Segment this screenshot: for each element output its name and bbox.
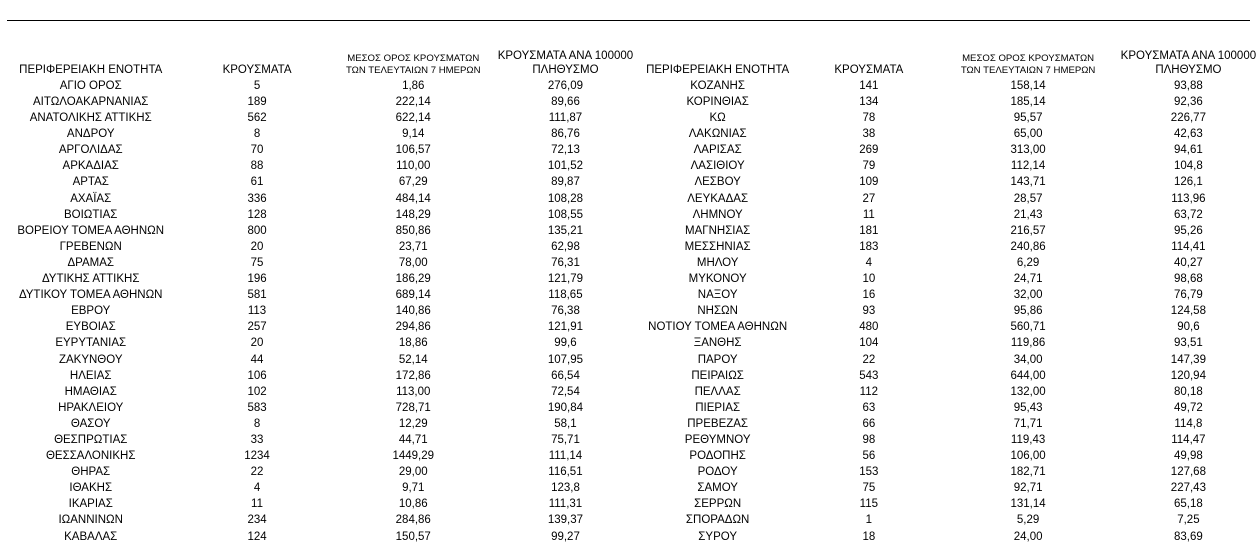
left-per100k-cell: 135,21 [547,224,584,237]
table-row [0,94,1260,110]
table-row [0,480,1260,496]
header-region-left: ΠΕΡΙΦΕΡΕΙΑΚΗ ΕΝΟΤΗΤΑ [19,64,163,76]
right-region-cell: ΠΕΙΡΑΙΩΣ [691,369,744,382]
right-region-cell: ΣΕΡΡΩΝ [694,498,742,511]
left-avg7-cell: 23,71 [398,240,428,253]
right-region-cell: ΛΑΚΩΝΙΑΣ [688,128,747,141]
right-region-cell: ΠΡΕΒΕΖΑΣ [687,417,749,430]
right-per100k-cell: 114,41 [1171,240,1206,253]
right-cases-cell: 93 [862,305,876,318]
left-region-cell: ΑΓΙΟ ΟΡΟΣ [59,80,122,92]
left-per100k-cell: 190,84 [547,401,584,414]
table-row [0,303,1260,319]
right-per100k-cell: 65,18 [1174,498,1203,511]
right-region-cell: ΚΟΡΙΝΘΙΑΣ [686,96,749,108]
right-region-cell: ΞΑΝΘΗΣ [693,337,742,350]
right-region-cell: ΚΟΖΑΝΗΣ [690,80,745,92]
right-per100k-cell: 120,94 [1170,369,1206,382]
table-row [0,319,1260,335]
left-cases-cell: 189 [247,96,267,108]
table-row [0,255,1260,271]
cases-table [0,49,1260,545]
right-region-cell: ΣΠΟΡΑΔΩΝ [685,514,750,527]
table-row [0,384,1260,400]
right-avg7-cell: 5,29 [1016,514,1040,527]
left-per100k-cell: 139,37 [547,514,584,527]
table-row [0,335,1260,351]
header-cases-left: ΚΡΟΥΣΜΑΤΑ [222,64,292,76]
table-row [0,158,1260,174]
right-avg7-cell: 313,00 [1010,144,1046,157]
left-cases-cell: 1234 [244,450,270,463]
left-per100k-cell: 76,38 [551,305,580,318]
right-cases-cell: 269 [859,144,879,157]
left-per100k-cell: 121,79 [547,273,584,286]
left-per100k-cell: 89,66 [551,96,580,108]
table-row [0,464,1260,480]
right-per100k-cell: 7,25 [1177,514,1200,527]
left-cases-cell: 70 [250,144,264,157]
right-per100k-cell: 83,69 [1174,530,1203,543]
right-avg7-cell: 131,14 [1010,498,1046,511]
left-region-cell: ΙΚΑΡΙΑΣ [68,498,113,511]
header-per100k-right-line2: ΠΛΗΘΥΣΜΟ [1155,64,1222,76]
left-per100k-cell: 72,54 [551,385,580,398]
left-region-cell: ΘΕΣΠΡΩΤΙΑΣ [54,433,128,446]
header-per100k-left [494,49,637,79]
left-avg7-cell: 148,29 [395,208,431,221]
left-region-cell: ΓΡΕΒΕΝΩΝ [59,240,122,253]
left-cases-cell: 128 [247,208,267,221]
right-per100k-cell: 93,51 [1174,337,1203,350]
right-cases-cell: 134 [859,96,879,108]
left-per100k-cell: 66,54 [551,369,580,382]
left-cases-cell: 124 [247,530,267,543]
right-region-cell: ΜΕΣΣΗΝΙΑΣ [684,240,751,253]
left-avg7-cell: 52,14 [398,353,428,366]
table-row [0,142,1260,158]
right-cases-cell: 153 [859,466,879,479]
left-cases-cell: 11 [251,498,263,511]
left-avg7-cell: 484,14 [395,192,431,205]
left-region-cell: ΗΛΕΙΑΣ [69,369,112,382]
right-avg7-cell: 34,00 [1013,353,1043,366]
right-avg7-cell: 65,00 [1013,128,1043,141]
right-avg7-cell: 216,57 [1010,224,1046,237]
header-avg-right [939,49,1116,79]
table-row [0,368,1260,384]
left-per100k-cell: 99,27 [551,530,580,543]
left-avg7-cell: 29,00 [398,466,428,479]
left-avg7-cell: 9,71 [402,482,425,495]
left-region-cell: ΕΥΒΟΙΑΣ [65,321,116,334]
left-avg7-cell: 689,14 [395,289,431,302]
left-region-cell: ΑΡΓΟΛΙΔΑΣ [58,144,123,157]
right-avg7-cell: 6,29 [1016,256,1040,269]
table-row [0,496,1260,512]
right-avg7-cell: 560,71 [1010,321,1046,334]
right-per100k-cell: 95,26 [1174,224,1203,237]
right-cases-cell: 1 [865,514,873,527]
header-per100k-left-line2: ΠΛΗΘΥΣΜΟ [532,64,599,76]
right-per100k-cell: 94,61 [1174,144,1203,157]
right-cases-cell: 22 [862,353,876,366]
left-avg7-cell: 222,14 [395,96,431,108]
right-avg7-cell: 143,71 [1010,176,1046,189]
left-region-cell: ΕΥΡΥΤΑΝΙΑΣ [55,337,127,350]
right-region-cell: ΝΗΣΩΝ [697,305,738,318]
left-cases-cell: 800 [247,224,267,237]
left-avg7-cell: 110,00 [396,160,431,173]
right-cases-cell: 27 [862,192,876,205]
right-region-cell: ΛΗΜΝΟΥ [692,208,743,221]
header-avg-right-line1: ΜΕΣΟΣ ΟΡΟΣ ΚΡΟΥΣΜΑΤΩΝ [962,53,1095,64]
left-region-cell: ΘΑΣΟΥ [70,417,111,430]
left-region-cell: ΗΡΑΚΛΕΙΟΥ [58,401,124,414]
left-region-cell: ΑΡΤΑΣ [72,176,109,189]
right-per100k-cell: 90,6 [1177,321,1200,334]
left-cases-cell: 234 [247,514,267,527]
left-region-cell: ΔΥΤΙΚΟΥ ΤΟΜΕΑ ΑΘΗΝΩΝ [18,289,163,302]
left-region-cell: ΒΟΡΕΙΟΥ ΤΟΜΕΑ ΑΘΗΝΩΝ [17,224,165,237]
right-region-cell: ΡΟΔΟΠΗΣ [689,450,746,463]
right-per100k-cell: 80,18 [1174,385,1203,398]
right-cases-cell: 141 [859,80,879,92]
right-avg7-cell: 24,00 [1013,530,1043,543]
right-per100k-cell: 42,63 [1174,128,1203,141]
left-per100k-cell: 75,71 [551,433,580,446]
right-cases-cell: 109 [859,176,879,189]
table-row [0,207,1260,223]
left-cases-cell: 20 [250,337,264,350]
left-per100k-cell: 118,65 [548,289,583,302]
right-cases-cell: 10 [862,273,876,286]
header-row [0,49,1260,79]
right-per100k-cell: 104,8 [1174,160,1203,173]
right-avg7-cell: 21,43 [1013,208,1043,221]
right-region-cell: ΝΟΤΙΟΥ ΤΟΜΕΑ ΑΘΗΝΩΝ [648,321,788,334]
right-avg7-cell: 132,00 [1010,385,1046,398]
left-per100k-cell: 111,31 [548,498,583,511]
left-per100k-cell: 111,14 [548,450,583,463]
right-per100k-cell: 227,43 [1170,482,1206,495]
right-cases-cell: 480 [859,321,879,334]
table-row [0,239,1260,255]
left-region-cell: ΒΟΙΩΤΙΑΣ [64,208,118,221]
right-avg7-cell: 158,14 [1010,80,1046,92]
right-cases-cell: 112 [859,385,878,398]
table-row [0,191,1260,207]
left-cases-cell: 61 [250,176,264,189]
left-avg7-cell: 622,14 [395,112,431,125]
header-cases-right: ΚΡΟΥΣΜΑΤΑ [834,64,904,76]
right-per100k-cell: 49,98 [1174,450,1203,463]
left-region-cell: ΑΝΔΡΟΥ [66,128,115,141]
table-row [0,400,1260,416]
right-per100k-cell: 92,36 [1174,96,1203,108]
header-avg-left [333,49,494,79]
right-cases-cell: 78 [862,112,876,125]
left-avg7-cell: 284,86 [395,514,431,527]
right-cases-cell: 98 [862,433,876,446]
left-region-cell: ΔΥΤΙΚΗΣ ΑΤΤΙΚΗΣ [41,273,140,286]
right-region-cell: ΜΗΛΟΥ [696,256,739,269]
right-per100k-cell: 63,72 [1174,208,1203,221]
right-cases-cell: 4 [865,256,873,269]
right-avg7-cell: 240,86 [1010,240,1046,253]
table-row [0,223,1260,239]
left-cases-cell: 44 [250,353,264,366]
left-region-cell: ΚΑΒΑΛΑΣ [64,530,118,543]
right-region-cell: ΝΑΞΟΥ [697,289,738,302]
left-region-cell: ΕΒΡΟΥ [71,305,111,318]
right-per100k-cell: 76,79 [1174,289,1203,302]
right-region-cell: ΛΑΣΙΘΙΟΥ [690,160,745,173]
right-avg7-cell: 112,14 [1010,160,1046,173]
left-cases-cell: 8 [253,417,261,430]
right-cases-cell: 181 [859,224,879,237]
left-per100k-cell: 76,31 [551,256,580,269]
left-avg7-cell: 18,86 [398,337,428,350]
left-region-cell: ΔΡΑΜΑΣ [67,256,114,269]
right-avg7-cell: 182,71 [1010,466,1046,479]
left-cases-cell: 102 [247,385,267,398]
right-cases-cell: 18 [862,530,876,543]
left-per100k-cell: 276,09 [547,80,584,92]
left-avg7-cell: 106,57 [395,144,431,157]
left-per100k-cell: 89,87 [551,176,580,189]
right-avg7-cell: 119,43 [1010,433,1046,446]
header-per100k-right-line1: ΚΡΟΥΣΜΑΤΑ ΑΝΑ 100000 [1120,50,1257,62]
right-region-cell: ΠΕΛΛΑΣ [694,385,741,398]
right-per100k-cell: 124,58 [1170,305,1206,318]
table-row [0,529,1260,545]
right-cases-cell: 16 [862,289,876,302]
right-region-cell: ΛΕΣΒΟΥ [694,176,741,189]
left-region-cell: ΑΡΚΑΔΙΑΣ [62,160,119,173]
right-per100k-cell: 93,88 [1174,80,1203,92]
right-per100k-cell: 40,27 [1174,256,1203,269]
table-row [0,174,1260,190]
right-per100k-cell: 226,77 [1170,112,1206,125]
left-region-cell: ΑΧΑΪΑΣ [70,192,112,205]
left-region-cell: ΘΗΡΑΣ [71,466,111,479]
left-cases-cell: 75 [250,256,264,269]
left-cases-cell: 8 [253,128,261,141]
left-per100k-cell: 108,55 [547,208,584,221]
left-avg7-cell: 294,86 [395,321,431,334]
left-avg7-cell: 186,29 [395,273,431,286]
right-region-cell: ΡΟΔΟΥ [697,466,738,479]
left-cases-cell: 4 [253,482,261,495]
left-per100k-cell: 121,91 [547,321,584,334]
table-row [0,352,1260,368]
right-cases-cell: 115 [859,498,878,511]
table-row [0,512,1260,528]
header-avg-left-line1: ΜΕΣΟΣ ΟΡΟΣ ΚΡΟΥΣΜΑΤΩΝ [347,53,480,64]
left-avg7-cell: 9,14 [402,128,425,141]
right-cases-cell: 56 [862,450,876,463]
right-cases-cell: 63 [862,401,876,414]
left-cases-cell: 336 [247,192,267,205]
right-region-cell: ΠΑΡΟΥ [697,353,738,366]
left-avg7-cell: 12,29 [398,417,428,430]
header-region-right: ΠΕΡΙΦΕΡΕΙΑΚΗ ΕΝΟΤΗΤΑ [646,64,790,76]
right-cases-cell: 75 [862,482,876,495]
table-row [0,448,1260,464]
right-region-cell: ΚΩ [709,112,726,125]
right-per100k-cell: 113,96 [1171,192,1206,205]
left-avg7-cell: 113,00 [396,385,431,398]
left-per100k-cell: 111,87 [548,112,583,125]
left-region-cell: ΑΙΤΩΛΟΑΚΑΡΝΑΝΙΑΣ [33,96,149,108]
right-avg7-cell: 95,57 [1013,112,1043,125]
right-per100k-cell: 49,72 [1174,401,1203,414]
left-avg7-cell: 1449,29 [392,450,435,463]
table-row [0,287,1260,303]
left-per100k-cell: 72,13 [551,144,580,157]
left-avg7-cell: 78,00 [398,256,428,269]
left-avg7-cell: 172,86 [395,369,431,382]
left-per100k-cell: 108,28 [547,192,584,205]
left-cases-cell: 88 [250,160,264,173]
left-per100k-cell: 86,76 [551,128,580,141]
right-per100k-cell: 114,8 [1174,417,1203,430]
left-per100k-cell: 107,95 [547,353,584,366]
right-cases-cell: 543 [859,369,879,382]
right-cases-cell: 11 [862,208,875,221]
left-per100k-cell: 58,1 [554,417,577,430]
left-region-cell: ΙΩΑΝΝΙΝΩΝ [58,514,123,527]
right-region-cell: ΜΥΚΟΝΟΥ [688,273,747,286]
right-region-cell: ΡΕΘΥΜΝΟΥ [684,433,751,446]
left-region-cell: ΗΜΑΘΙΑΣ [64,385,117,398]
right-avg7-cell: 24,71 [1013,273,1043,286]
table-row [0,432,1260,448]
right-region-cell: ΣΑΜΟΥ [697,482,738,495]
right-per100k-cell: 114,47 [1171,433,1206,446]
header-per100k-left-line1: ΚΡΟΥΣΜΑΤΑ ΑΝΑ 100000 [497,50,634,62]
left-cases-cell: 113 [247,305,267,318]
right-avg7-cell: 28,57 [1013,192,1043,205]
left-avg7-cell: 140,86 [395,305,431,318]
table-row [0,271,1260,287]
left-per100k-cell: 116,51 [548,466,583,479]
right-per100k-cell: 127,68 [1170,466,1206,479]
left-avg7-cell: 67,29 [398,176,428,189]
left-cases-cell: 5 [253,80,261,92]
left-avg7-cell: 10,86 [398,498,428,511]
right-per100k-cell: 147,39 [1170,353,1206,366]
left-cases-cell: 22 [250,466,264,479]
left-cases-cell: 581 [247,289,267,302]
right-region-cell: ΜΑΓΝΗΣΙΑΣ [685,224,751,237]
left-cases-cell: 20 [250,240,264,253]
left-per100k-cell: 99,6 [554,337,577,350]
left-cases-cell: 33 [250,433,264,446]
left-region-cell: ΘΕΣΣΑΛΟΝΙΚΗΣ [45,450,136,463]
left-avg7-cell: 44,71 [398,433,428,446]
header-avg-left-line2: ΤΩΝ ΤΕΛΕΥΤΑΙΩΝ 7 ΗΜΕΡΩΝ [345,65,481,76]
table-row [0,110,1260,126]
right-cases-cell: 183 [859,240,879,253]
right-cases-cell: 104 [859,337,879,350]
top-rule [7,20,1250,21]
header-per100k-right [1117,49,1260,79]
right-avg7-cell: 644,00 [1010,369,1046,382]
right-avg7-cell: 185,14 [1010,96,1046,108]
right-region-cell: ΣΥΡΟΥ [698,530,737,543]
table-body [0,79,1260,545]
left-region-cell: ΑΝΑΤΟΛΙΚΗΣ ΑΤΤΙΚΗΣ [29,112,152,125]
right-avg7-cell: 106,00 [1010,450,1046,463]
right-cases-cell: 66 [862,417,876,430]
header-avg-right-line2: ΤΩΝ ΤΕΛΕΥΤΑΙΩΝ 7 ΗΜΕΡΩΝ [960,65,1096,76]
right-avg7-cell: 95,43 [1013,401,1043,414]
left-region-cell: ΙΘΑΚΗΣ [69,482,113,495]
left-cases-cell: 583 [247,401,267,414]
right-avg7-cell: 71,71 [1013,417,1043,430]
left-cases-cell: 106 [247,369,267,382]
table-row [0,126,1260,142]
right-region-cell: ΛΑΡΙΣΑΣ [693,144,742,157]
right-cases-cell: 38 [862,128,876,141]
right-region-cell: ΛΕΥΚΑΔΑΣ [687,192,749,205]
left-avg7-cell: 1,86 [402,80,425,92]
left-per100k-cell: 101,52 [547,160,584,173]
left-cases-cell: 196 [247,273,267,286]
left-cases-cell: 562 [247,112,267,125]
table-row [0,416,1260,432]
left-avg7-cell: 728,71 [395,401,431,414]
left-region-cell: ΖΑΚΥΝΘΟΥ [58,353,123,366]
right-avg7-cell: 32,00 [1013,289,1043,302]
right-avg7-cell: 119,86 [1010,337,1046,350]
right-avg7-cell: 95,86 [1013,305,1043,318]
left-avg7-cell: 150,57 [395,530,431,543]
left-cases-cell: 257 [247,321,267,334]
table-row [0,79,1260,94]
left-per100k-cell: 123,8 [551,482,580,495]
right-avg7-cell: 92,71 [1013,482,1043,495]
left-per100k-cell: 62,98 [551,240,580,253]
right-per100k-cell: 126,1 [1174,176,1203,189]
right-cases-cell: 79 [862,160,876,173]
right-per100k-cell: 98,68 [1174,273,1203,286]
right-region-cell: ΠΙΕΡΙΑΣ [695,401,741,414]
left-avg7-cell: 850,86 [395,224,431,237]
